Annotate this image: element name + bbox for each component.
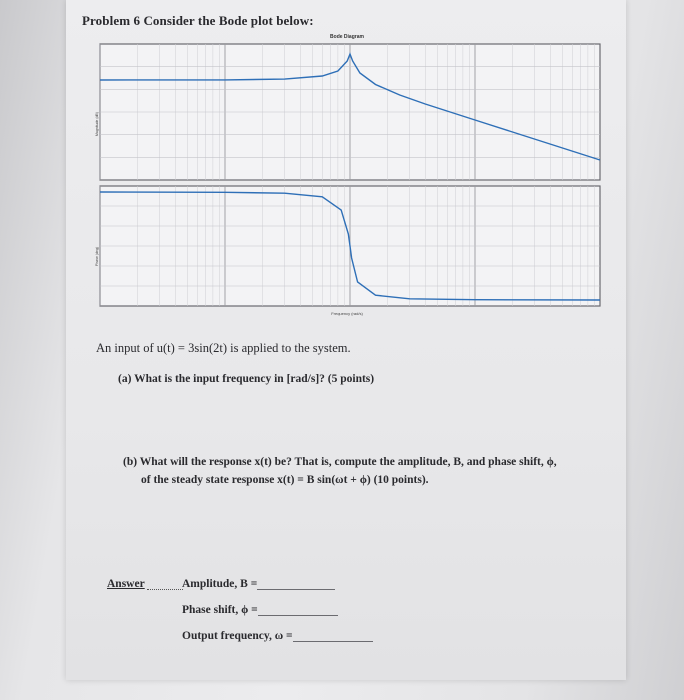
- magnitude-ylabel: Magnitude (dB): [95, 112, 99, 136]
- amplitude-label: Amplitude, B =: [182, 578, 258, 590]
- problem-label: Problem 6: [82, 13, 141, 28]
- phase-blank[interactable]: [258, 615, 338, 616]
- question-intro: An input of u(t) = 3sin(2t) is applied to the system.: [96, 341, 351, 355]
- chart-xlabel: Frequency (rad/s): [331, 311, 363, 316]
- amplitude-answer[interactable]: [182, 578, 335, 590]
- chart-title: Bode Diagram: [330, 34, 364, 40]
- question-part-a: (a) What is the input frequency in [rad/s]? (5 points): [118, 373, 375, 385]
- question-part-b-line2: of the steady state response x(t) = B sin(ωt + ϕ) (10 points).: [141, 474, 429, 486]
- question-part-b-line1: (b) What will the response x(t) be? That is, compute the amplitude, B, and phase shift, ϕ,: [123, 456, 557, 468]
- frequency-answer[interactable]: [182, 630, 373, 642]
- answer-label: Answer: [107, 578, 145, 590]
- amplitude-blank[interactable]: [257, 589, 335, 590]
- phase-answer[interactable]: [182, 604, 338, 616]
- problem-text: Consider the Bode plot below:: [143, 13, 314, 28]
- frequency-label: Output frequency, ω =: [182, 630, 293, 642]
- problem-title: [82, 13, 314, 29]
- frequency-blank[interactable]: [293, 641, 373, 642]
- phase-ylabel: Phase (deg): [95, 246, 99, 266]
- answer-dotted-leader: [147, 589, 183, 590]
- phase-label: Phase shift, ϕ =: [182, 604, 258, 616]
- bode-plot: [92, 28, 612, 328]
